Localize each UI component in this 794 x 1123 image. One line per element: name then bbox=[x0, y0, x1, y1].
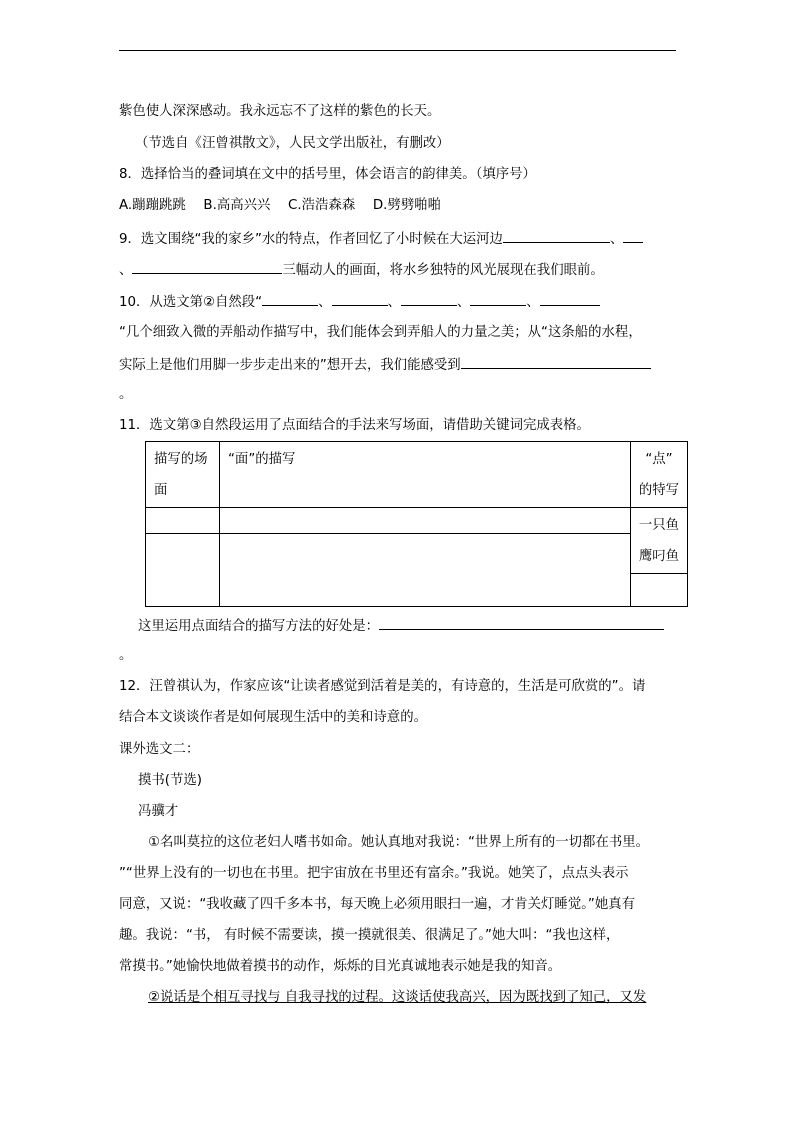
answer-blank[interactable] bbox=[461, 354, 651, 369]
header-text: “点” bbox=[645, 452, 673, 467]
answer-blank[interactable] bbox=[623, 228, 643, 243]
answer-blank[interactable] bbox=[262, 291, 318, 306]
answer-blank[interactable] bbox=[503, 228, 610, 243]
answer-blank[interactable] bbox=[132, 259, 282, 274]
separator: 、 bbox=[119, 263, 133, 278]
table-cell-input[interactable] bbox=[220, 508, 631, 534]
header-text: 面 bbox=[154, 483, 168, 498]
cell-text: 一只鱼 bbox=[638, 518, 680, 533]
question-11-end: 。 bbox=[119, 648, 133, 663]
header-text: “面”的描写 bbox=[228, 452, 296, 467]
header-point bbox=[631, 442, 688, 508]
table-header-row bbox=[146, 442, 688, 508]
header-rule bbox=[119, 50, 676, 51]
question-10-line1 bbox=[119, 291, 600, 313]
question-9-line1 bbox=[119, 228, 643, 250]
question-10-text: 实际上是他们用脚一步步走出来的”想开去，我们能感受到 bbox=[119, 358, 461, 373]
article-title: 摸书(节选) bbox=[138, 773, 203, 788]
paragraph-line: ”“世界上没有的一切也在书里。把宇宙放在书里还有富余。”我说。她笑了，点点头表示 bbox=[119, 866, 629, 881]
paragraph-line: 紫色使人深深感动。我永远忘不了这样的紫色的长天。 bbox=[119, 104, 441, 119]
paragraph-line: ②说话是个相互寻找与 自我寻找的过程。这谈话使我高兴，因为既找到了知己，又发 bbox=[148, 990, 647, 1005]
header-text: 描写的场 bbox=[154, 452, 208, 467]
paragraph-line: 常摸书。”她愉快地做着摸书的动作，烁烁的目光真诚地表示她是我的知音。 bbox=[119, 959, 562, 974]
question-11: 11．选文第③自然段运用了点面结合的手法来写场面，请借助关键词完成表格。 bbox=[119, 418, 590, 433]
cell-text: 鹰叼鱼 bbox=[638, 549, 680, 564]
source-note: （节选自《汪曾祺散文》，人民文学出版社，有删改） bbox=[135, 136, 450, 151]
question-11-benefit-text: 这里运用点面结合的描写方法的好处是： bbox=[138, 619, 380, 634]
question-9-text: 9．选文围绕“我的家乡”水的特点，作者回忆了小时候在大运河边 bbox=[119, 232, 503, 247]
separator: 、 bbox=[609, 232, 624, 247]
paragraph-line: ①名叫莫拉的这位老妇人嗜书如命。她认真地对我说：“世界上所有的一切都在书里。 bbox=[148, 835, 650, 850]
table-row bbox=[146, 508, 688, 534]
question-10-line2: “几个细致入微的弄船动作描写中，我们能体会到弄船人的力量之美；从“这条船的水程， bbox=[119, 325, 642, 340]
answer-blank[interactable] bbox=[540, 291, 600, 306]
table-cell-input[interactable] bbox=[146, 534, 220, 607]
question-10-line3 bbox=[119, 354, 651, 376]
paragraph-line: 同意，又说：“我收藏了四千多本书，每天晚上必须用眼扫一遍，才肯关灯睡觉。”她真有 bbox=[119, 897, 636, 912]
paragraph-line: 趣。我说：“书， 有时候不需要读，摸一摸就很美、很满足了。”她大叫：“我也这样， bbox=[119, 928, 620, 943]
header-scene bbox=[146, 442, 220, 508]
question-8-options: A.蹦蹦跳跳 B.高高兴兴 C.浩浩森森 D.劈劈啪啪 bbox=[119, 198, 441, 213]
separator: 、 bbox=[318, 295, 332, 310]
question-10-end: 。 bbox=[119, 387, 133, 402]
article-author: 冯骥才 bbox=[138, 804, 179, 819]
table-cell-input[interactable] bbox=[631, 574, 688, 607]
question-11-benefit bbox=[138, 615, 664, 637]
question-12-line1: 12．汪曾祺认为，作家应该“让读者感觉到活着是美的，有诗意的，生活是可欣赏的”。请 bbox=[119, 679, 646, 694]
header-text: 的特写 bbox=[638, 483, 680, 498]
header-surface bbox=[220, 442, 631, 508]
table-cell-input[interactable] bbox=[146, 508, 220, 534]
table-row bbox=[146, 534, 688, 574]
table-cell-input[interactable] bbox=[220, 534, 631, 607]
point-cell bbox=[631, 508, 688, 574]
separator: 、 bbox=[456, 295, 471, 310]
question-8: 8．选择恰当的叠词填在文中的括号里，体会语言的韵律美。（填序号） bbox=[119, 167, 536, 182]
answer-blank[interactable] bbox=[401, 291, 457, 306]
answer-blank[interactable] bbox=[332, 291, 388, 306]
question-9-text-end: 三幅动人的画面，将水乡独特的风光展现在我们眼前。 bbox=[282, 263, 604, 278]
answer-blank[interactable] bbox=[470, 291, 526, 306]
separator: 、 bbox=[526, 295, 540, 310]
question-12-line2: 结合本文谈谈作者是如何展现生活中的美和诗意的。 bbox=[119, 710, 427, 725]
separator: 、 bbox=[387, 295, 401, 310]
question-9-line2 bbox=[119, 259, 604, 281]
description-table bbox=[145, 441, 688, 607]
answer-blank[interactable] bbox=[379, 615, 664, 630]
section-heading: 课外选文二： bbox=[119, 742, 200, 757]
question-10-text: 10．从选文第②自然段“ bbox=[119, 295, 263, 310]
